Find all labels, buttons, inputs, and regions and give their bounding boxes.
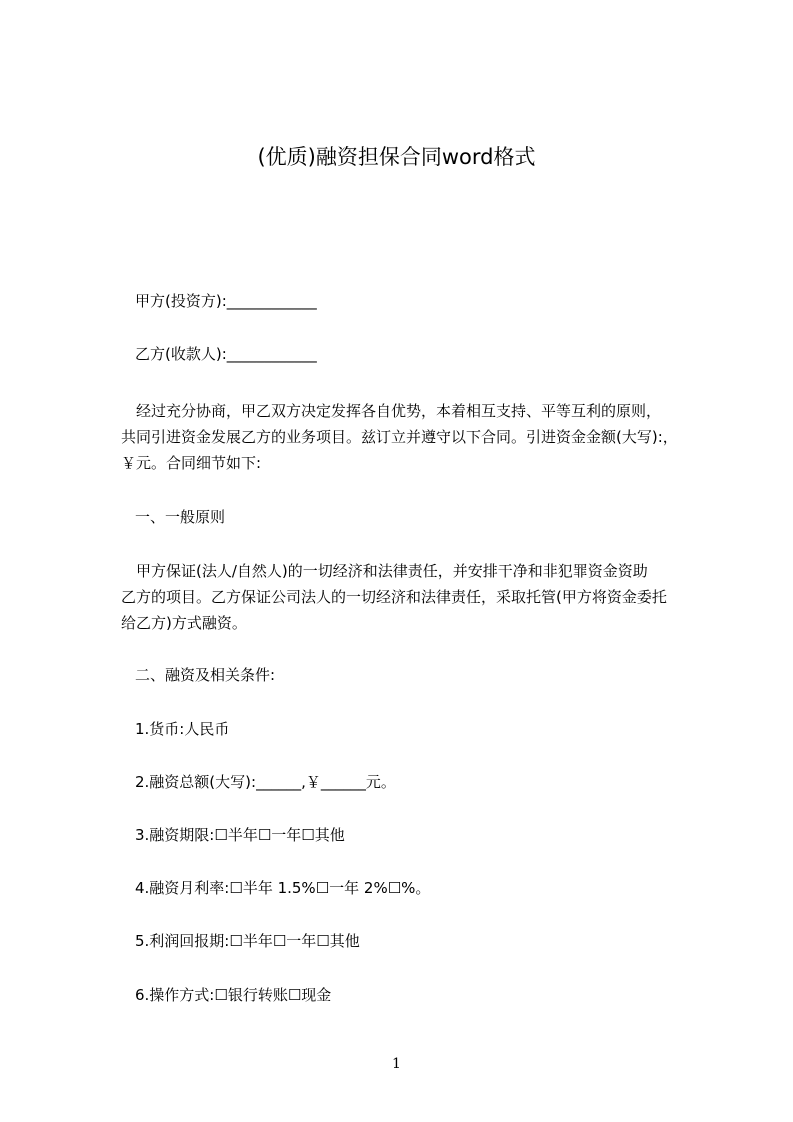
page-number: 1 xyxy=(392,1056,401,1072)
item-financing-total: 2.融资总额(大写):______,￥______元。 xyxy=(135,773,396,791)
party-a-line: 甲方(投资方):____________ xyxy=(135,292,317,310)
section1-paragraph-line-1: 甲方保证(法人/自然人)的一切经济和法律责任，并安排干净和非犯罪资金资助 xyxy=(136,562,648,580)
item-operation-method: 6.操作方式:☐银行转账☐现金 xyxy=(135,986,332,1004)
party-b-line: 乙方(收款人):____________ xyxy=(135,345,317,363)
item-profit-return-period: 5.利润回报期:☐半年☐一年☐其他 xyxy=(135,932,360,950)
section1-paragraph-line-3: 给乙方)方式融资。 xyxy=(121,614,247,632)
item-monthly-rate: 4.融资月利率:☐半年 1.5%☐一年 2%☐%。 xyxy=(135,879,431,897)
item-currency: 1.货币:人民币 xyxy=(135,720,230,738)
intro-paragraph-line-1: 经过充分协商，甲乙双方决定发挥各自优势，本着相互支持、平等互利的原则， xyxy=(136,402,662,420)
intro-paragraph-line-3: ￥元。合同细节如下: xyxy=(121,454,262,472)
section2-heading: 二、融资及相关条件: xyxy=(135,666,276,684)
section1-paragraph-line-2: 乙方的项目。乙方保证公司法人的一切经济和法律责任，采取托管(甲方将资金委托 xyxy=(121,588,667,606)
section1-heading: 一、一般原则 xyxy=(135,508,226,526)
item-financing-term: 3.融资期限:☐半年☐一年☐其他 xyxy=(135,826,345,844)
intro-paragraph-line-2: 共同引进资金发展乙方的业务项目。兹订立并遵守以下合同。引进资金金额(大写):， xyxy=(121,428,678,446)
document-title: (优质)融资担保合同word格式 xyxy=(257,145,536,169)
